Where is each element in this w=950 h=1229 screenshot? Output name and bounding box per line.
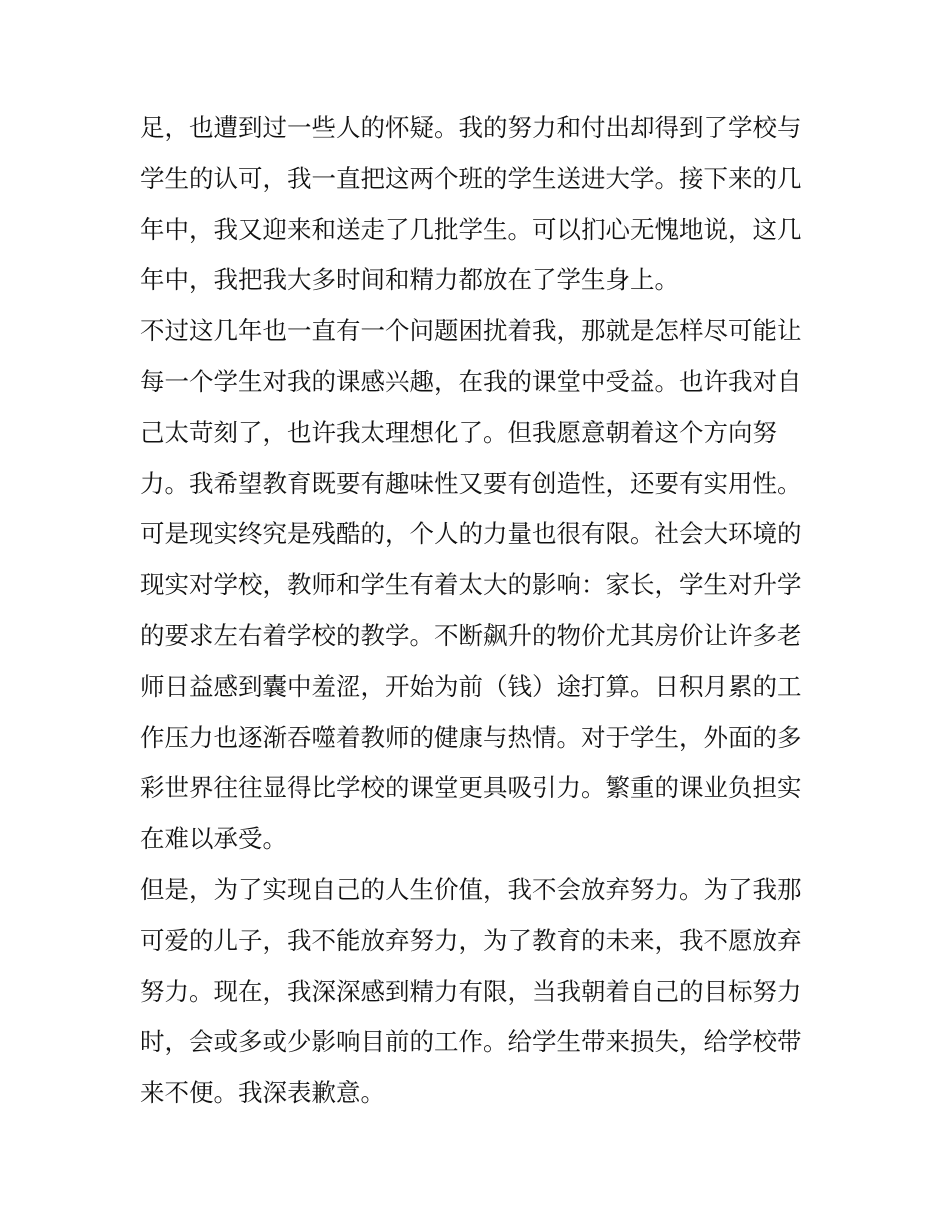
- text-line: 师日益感到囊中羞涩，开始为前（钱）途打算。日积月累的工: [140, 671, 802, 701]
- text-line: 年中，我又迎来和送走了几批学生。可以扪心无愧地说，这几: [140, 214, 802, 244]
- text-line: 年中，我把我大多时间和精力都放在了学生身上。: [140, 265, 679, 295]
- text-line: 力。我希望教育既要有趣味性又要有创造性，还要有实用性。: [140, 468, 802, 498]
- text-line: 努力。现在，我深深感到精力有限，当我朝着自己的目标努力: [140, 976, 802, 1006]
- text-line: 来不便。我深表歉意。: [140, 1078, 385, 1108]
- text-line: 在难以承受。: [140, 824, 287, 854]
- text-line: 每一个学生对我的课感兴趣，在我的课堂中受益。也许我对自: [140, 366, 802, 396]
- text-line: 学生的认可，我一直把这两个班的学生送进大学。接下来的几: [140, 163, 802, 193]
- document-body-text: [140, 103, 820, 1119]
- text-line: 足，也遭到过一些人的怀疑。我的努力和付出却得到了学校与: [140, 113, 802, 142]
- text-line: 不过这几年也一直有一个问题困扰着我，那就是怎样尽可能让: [140, 316, 802, 346]
- text-line: 可爱的儿子，我不能放弃努力，为了教育的未来，我不愿放弃: [140, 925, 802, 955]
- text-line: 己太苛刻了，也许我太理想化了。但我愿意朝着这个方向努: [140, 417, 777, 447]
- text-line: 现实对学校，教师和学生有着太大的影响：家长，学生对升学: [140, 570, 802, 600]
- text-line: 可是现实终究是残酷的，个人的力量也很有限。社会大环境的: [140, 519, 802, 549]
- text-line: 但是，为了实现自己的人生价值，我不会放弃努力。为了我那: [140, 874, 802, 904]
- text-line: 彩世界往往显得比学校的课堂更具吸引力。繁重的课业负担实: [140, 773, 802, 803]
- text-line: 作压力也逐渐吞噬着教师的健康与热情。对于学生，外面的多: [140, 722, 802, 752]
- text-line: 时，会或多或少影响目前的工作。给学生带来损失，给学校带: [140, 1027, 802, 1057]
- text-line: 的要求左右着学校的教学。不断飙升的物价尤其房价让许多老: [140, 620, 802, 650]
